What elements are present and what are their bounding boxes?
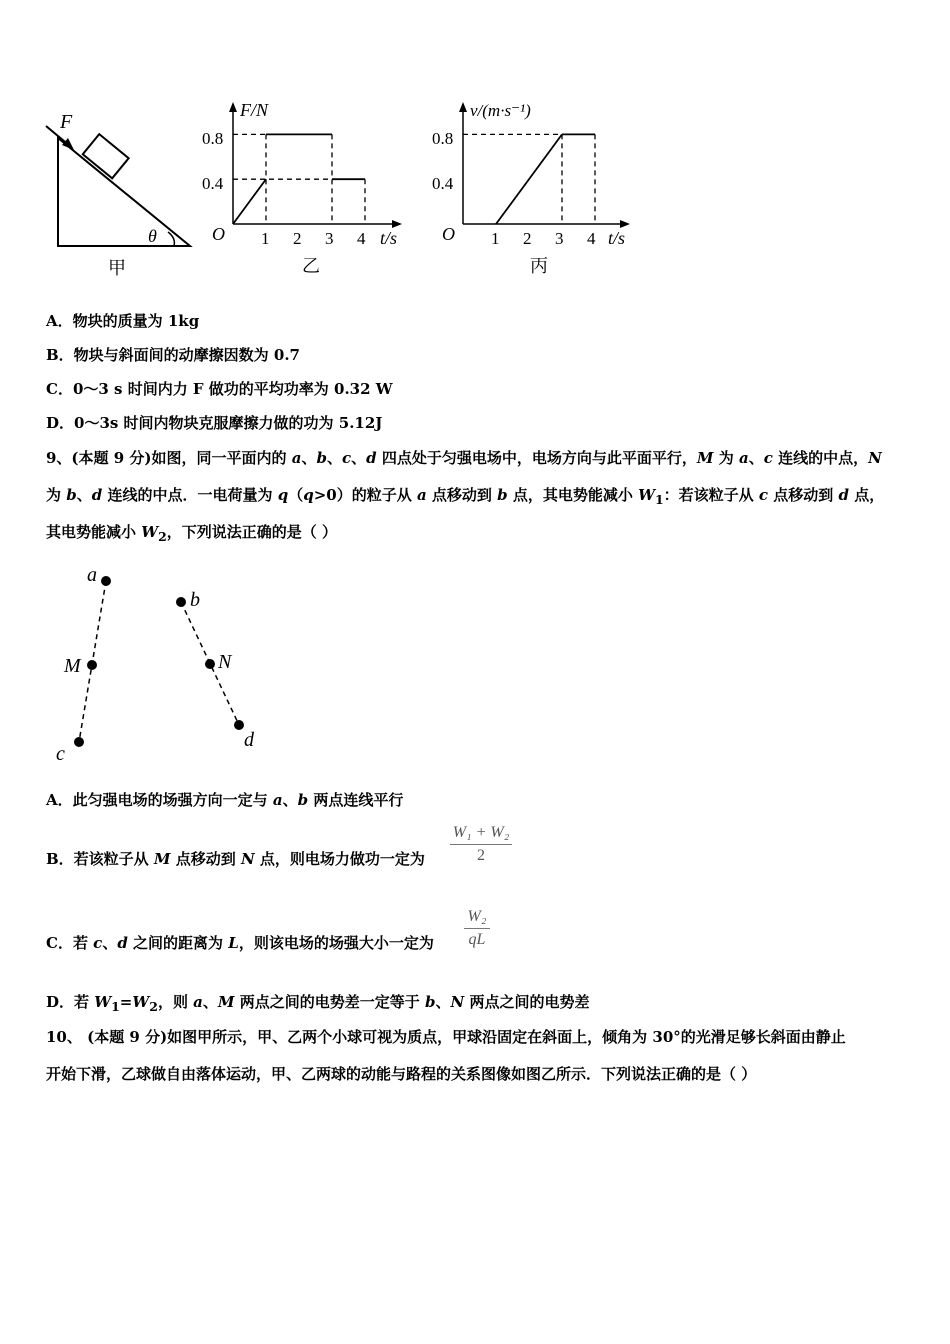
point-b — [176, 597, 186, 607]
series-group — [496, 134, 595, 224]
figure-caption-jia: 甲 — [108, 258, 126, 278]
incline-figure — [40, 108, 200, 278]
y-axis-arrow — [459, 102, 467, 112]
force-time-graph — [198, 96, 418, 282]
y-axis-arrow — [229, 102, 237, 112]
velocity-time-graph — [428, 96, 648, 282]
x-tick-label: 4 — [587, 229, 596, 248]
label-m: M — [64, 655, 81, 677]
q8-option-c[interactable]: C．0～3 s 时间内力 F 做功的平均功率为 0.32 W — [46, 380, 393, 398]
q8-option-d[interactable]: D．0～3s 时间内物块克服摩擦力做的功为 5.12J — [46, 414, 383, 432]
q10-stem-line-2: 开始下滑，乙球做自由落体运动，甲、乙两球的动能与路程的关系图像如图乙所示．下列说法正确的是（ ） — [46, 1065, 757, 1083]
q9-stem-line-1: 9、(本题 9 分)如图，同一平面内的 a、b、c、d 四点处于匀强电场中，电场方向与此平面平行，M 为 a、c 连线的中点，N — [46, 449, 882, 467]
figure-caption-yi: 乙 — [302, 256, 320, 276]
angle-arc — [168, 232, 174, 246]
x-tick-label: 2 — [293, 229, 302, 248]
fraction-bar — [450, 844, 512, 845]
q10-stem-line-1: 10、 (本题 9 分)如图甲所示，甲、乙两个小球可视为质点，甲球沿固定在斜面上，倾角为 30°的光滑足够长斜面由静止 — [46, 1028, 846, 1046]
fraction-denominator: 2 — [477, 847, 485, 864]
fraction-numerator: W₁ + W₂ — [452, 824, 510, 841]
label-n: N — [218, 651, 232, 673]
x-axis-arrow — [620, 220, 630, 228]
point-m — [87, 660, 97, 670]
x-tick-label: 1 — [261, 229, 270, 248]
fraction-numerator: W₂ — [467, 908, 487, 925]
y-tick-label: 0.8 — [202, 129, 224, 148]
block — [83, 134, 129, 178]
q9-option-c[interactable]: C．若 c、d 之间的距离为 L，则该电场的场强大小一定为 — [46, 934, 434, 952]
label-c: c — [56, 743, 65, 765]
y-tick-label: 0.4 — [202, 174, 224, 193]
series-segment — [496, 134, 562, 224]
q9-stem-line-3: 其电势能减小 $W_2$，下列说法正确的是（ ） — [46, 523, 338, 544]
x-tick-label: 2 — [523, 229, 532, 248]
point-diagram — [40, 560, 280, 770]
q9-option-b[interactable]: B．若该粒子从 M 点移动到 N 点，则电场力做功一定为 — [46, 850, 425, 868]
fraction-denominator: qL — [468, 931, 486, 948]
point-a — [101, 576, 111, 586]
point-d — [234, 720, 244, 730]
q9-stem-line-2: 为 b、d 连线的中点．一电荷量为 q（q>0）的粒子从 a 点移动到 b 点，其电势能减小 $W_1$：若该粒子从 c 点移动到 d 点， — [46, 486, 885, 507]
x-tick-label: 3 — [325, 229, 334, 248]
q8-option-a[interactable]: A．物块的质量为 1kg — [46, 312, 200, 330]
fraction-w2-over-ql — [464, 907, 490, 950]
x-tick-label: 1 — [491, 229, 500, 248]
y-axis-label: v/(m·s⁻¹) — [470, 101, 531, 120]
x-tick-label: 3 — [555, 229, 564, 248]
force-label: F — [60, 111, 73, 133]
origin-label: O — [212, 224, 225, 244]
label-b: b — [190, 589, 200, 611]
x-axis-label: t/s — [380, 228, 398, 248]
x-axis-arrow — [392, 220, 402, 228]
q9-option-a[interactable]: A．此匀强电场的场强方向一定与 a、b 两点连线平行 — [46, 791, 404, 809]
label-a: a — [87, 564, 97, 586]
figure-caption-bing: 丙 — [530, 256, 548, 276]
y-tick-label: 0.8 — [432, 129, 454, 148]
x-axis-label: t/s — [608, 228, 626, 248]
y-tick-label: 0.4 — [432, 174, 454, 193]
fraction-bar — [464, 928, 490, 929]
x-tick-label: 4 — [357, 229, 366, 248]
y-axis-label: F/N — [240, 100, 269, 120]
fraction-w1-plus-w2-over-2 — [450, 823, 512, 866]
point-n — [205, 659, 215, 669]
point-c — [74, 737, 84, 747]
origin-label: O — [442, 224, 455, 244]
angle-label: θ — [148, 226, 157, 246]
label-d: d — [244, 729, 254, 751]
q9-option-d[interactable]: D．若 $W_1=W_2$，则 a、M 两点之间的电势差一定等于 b、N 两点之间的电势差 — [46, 993, 590, 1014]
series-segment — [233, 179, 266, 224]
q8-option-b[interactable]: B．物块与斜面间的动摩擦因数为 0.7 — [46, 346, 300, 364]
